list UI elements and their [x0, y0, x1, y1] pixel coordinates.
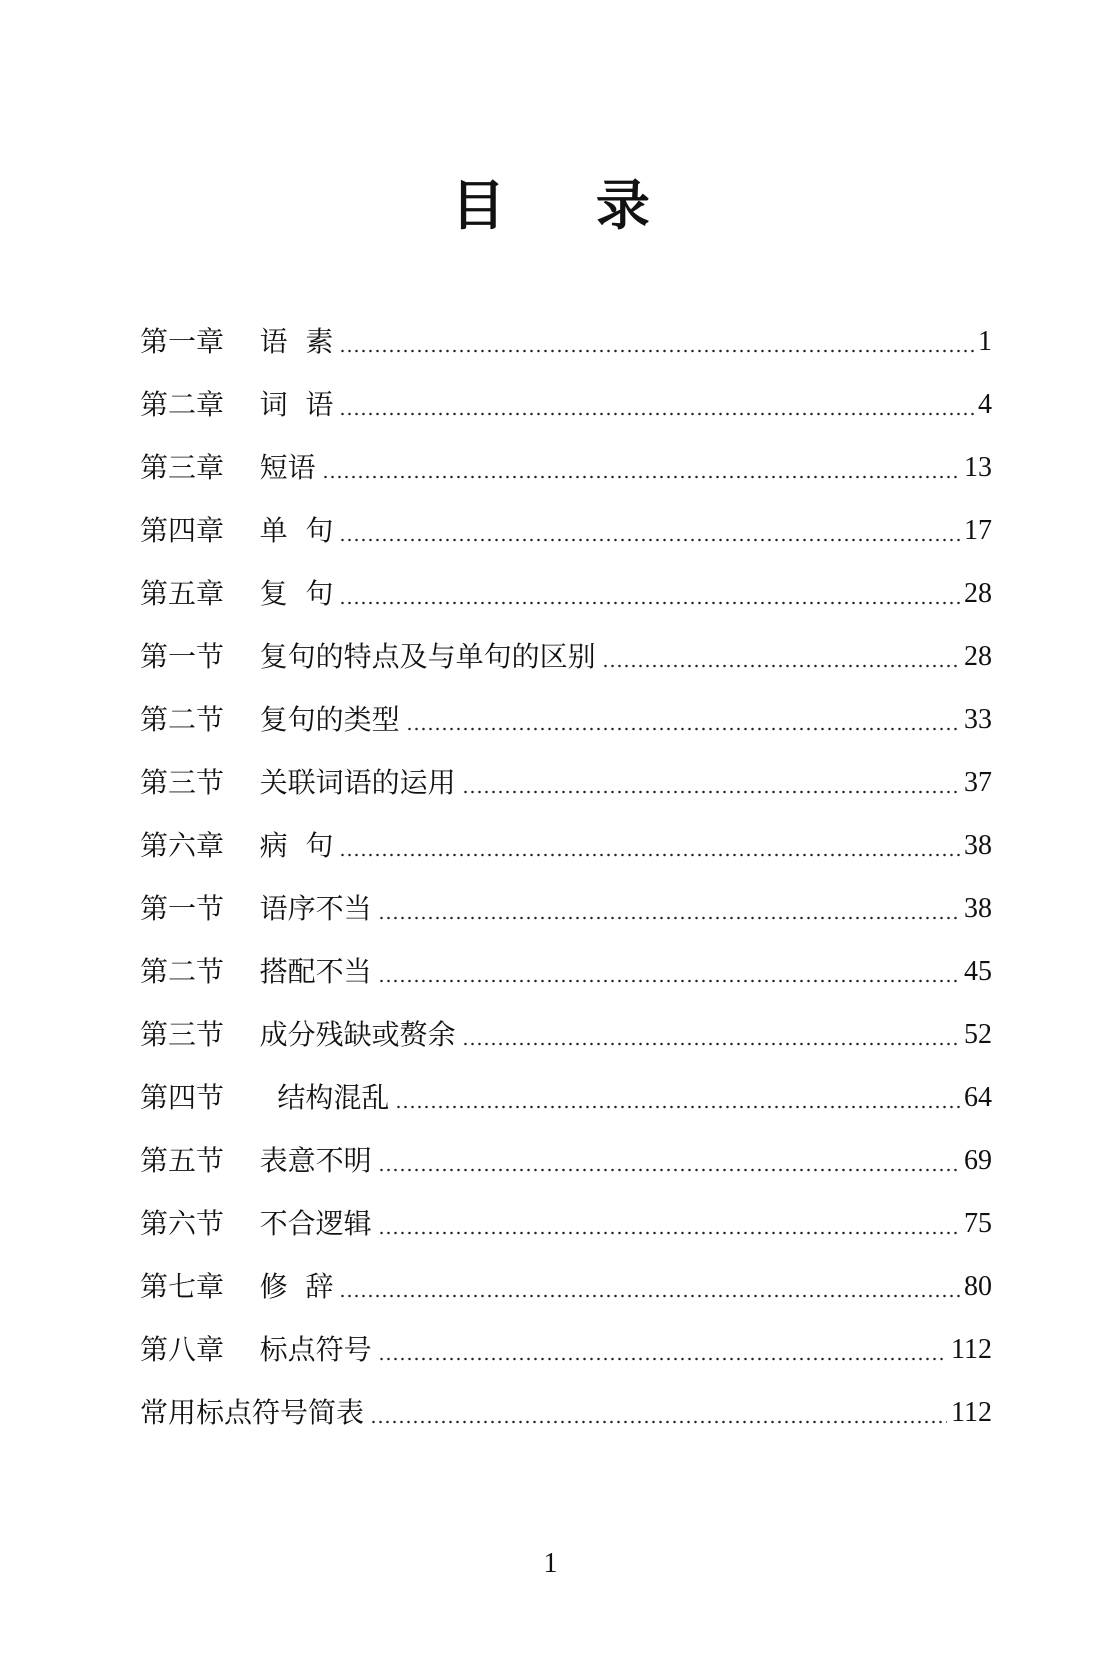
toc-entry-label: 第三节 关联词语的运用 — [140, 765, 456, 799]
toc-entry-page: 4 — [978, 388, 992, 420]
dot-leader — [378, 977, 960, 985]
toc-entry-label: 第八章 标点符号 — [140, 1332, 372, 1366]
dot-leader — [339, 1292, 960, 1300]
toc-entry-label: 第一节 复句的特点及与单句的区别 — [140, 639, 596, 673]
toc-entry-page: 37 — [964, 766, 992, 798]
toc-entry-page: 112 — [951, 1333, 992, 1365]
dot-leader — [378, 1166, 960, 1174]
dot-leader — [462, 788, 960, 796]
toc-entry-label: 第六节 不合逻辑 — [140, 1206, 372, 1240]
toc-entry — [140, 1255, 992, 1318]
dot-leader — [339, 410, 974, 418]
toc-entry-label: 第二章 词 语 — [140, 387, 334, 421]
toc-entry-label: 第三节 成分残缺或赘余 — [140, 1017, 456, 1051]
toc-entry-page: 80 — [964, 1270, 992, 1302]
toc-entry-label: 第一节 语序不当 — [140, 891, 372, 925]
toc-entry-page: 45 — [964, 955, 992, 987]
toc-entry-page: 28 — [964, 577, 992, 609]
toc-entry — [140, 877, 992, 940]
toc-entry — [140, 1381, 992, 1444]
dot-leader — [395, 1103, 960, 1111]
toc-entry-page: 52 — [964, 1018, 992, 1050]
toc-title: 目 录 — [451, 173, 686, 237]
toc-entry — [140, 1318, 992, 1381]
toc-entry — [140, 940, 992, 1003]
toc-entry — [140, 1192, 992, 1255]
toc-entry — [140, 688, 992, 751]
toc-entry-page: 33 — [964, 703, 992, 735]
toc-entry-page: 13 — [964, 451, 992, 483]
dot-leader — [322, 473, 960, 481]
page-number: 1 — [543, 1548, 558, 1579]
toc-entry — [140, 625, 992, 688]
dot-leader — [602, 662, 960, 670]
toc-entry — [140, 373, 992, 436]
dot-leader — [339, 536, 960, 544]
toc-entry — [140, 436, 992, 499]
toc-entry-label: 第四章 单 句 — [140, 513, 334, 547]
toc-entry — [140, 814, 992, 877]
toc-entry-label: 第四节 结构混乱 — [140, 1080, 390, 1114]
toc-entry — [140, 310, 992, 373]
toc-entry-page: 64 — [964, 1081, 992, 1113]
toc-entry — [140, 1003, 992, 1066]
dot-leader — [378, 1355, 947, 1363]
dot-leader — [406, 725, 960, 733]
toc-entry-page: 38 — [964, 829, 992, 861]
toc-entry-page: 28 — [964, 640, 992, 672]
toc-entry — [140, 1129, 992, 1192]
toc-entry — [140, 1066, 992, 1129]
toc-entry-page: 17 — [964, 514, 992, 546]
toc-entry-label: 第七章 修 辞 — [140, 1269, 334, 1303]
toc-entry-page: 75 — [964, 1207, 992, 1239]
toc-entry-page: 69 — [964, 1144, 992, 1176]
toc-entry-label: 第五节 表意不明 — [140, 1143, 372, 1177]
toc-entry-label: 第二节 搭配不当 — [140, 954, 372, 988]
toc-entry — [140, 499, 992, 562]
dot-leader — [370, 1418, 947, 1426]
dot-leader — [339, 599, 960, 607]
dot-leader — [462, 1040, 960, 1048]
toc-entry — [140, 751, 992, 814]
toc-entry-page: 38 — [964, 892, 992, 924]
toc-entry-label: 第五章 复 句 — [140, 576, 334, 610]
toc-entry-label: 常用标点符号简表 — [140, 1395, 365, 1429]
dot-leader — [339, 347, 974, 355]
toc-entry-label: 第二节 复句的类型 — [140, 702, 400, 736]
dot-leader — [378, 1229, 960, 1237]
toc-entry-page: 112 — [951, 1396, 992, 1428]
dot-leader — [339, 851, 960, 859]
dot-leader — [378, 914, 960, 922]
toc-entry-page: 1 — [978, 325, 992, 357]
toc-entry-label: 第三章 短语 — [140, 450, 316, 484]
toc-entry — [140, 562, 992, 625]
toc-entry-label: 第六章 病 句 — [140, 828, 334, 862]
toc-list — [140, 310, 992, 1444]
toc-entry-label: 第一章 语 素 — [140, 324, 334, 358]
